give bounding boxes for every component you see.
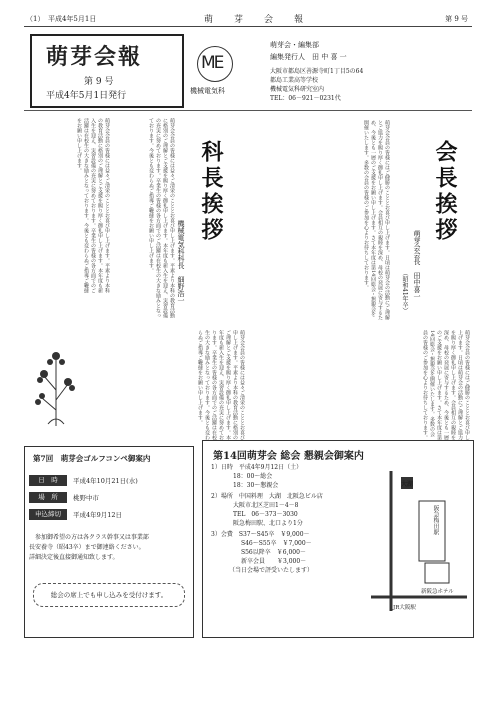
map-label-jr: JR大阪駅 — [393, 605, 416, 611]
meeting-address: 大阪市北区芝田1－4－8 — [233, 502, 299, 509]
meeting-place — [211, 492, 371, 501]
logo-dept: 機械電気科 — [190, 87, 225, 95]
publisher-address: 大阪市都島区善源寺町1丁目5の64 — [270, 68, 364, 75]
header-date: （1） 平成4年5月1日 — [26, 15, 97, 23]
logo-icon — [197, 46, 233, 82]
header-title: 萌 芽 会 報 — [204, 15, 310, 25]
golf-table — [29, 473, 189, 521]
meeting-time-2: 18：30～懇親会 — [233, 482, 279, 489]
golf-title: 第7回 萌芽会ゴルフコンペ御案内 — [33, 454, 151, 463]
meeting-tel: TEL 06－373－3030 — [233, 511, 298, 518]
golf-note-2: 長安養寺（昭43卒）まで御連絡ください。 — [29, 544, 145, 551]
meeting-fee — [211, 530, 371, 539]
masthead-issue: 第 9 号 — [84, 77, 114, 87]
meeting-title: 第14回萌芽会 総会 懇親会御案内 — [213, 451, 364, 462]
article1-body-bottom: 萌芽会会員の皆様にはご健勝のこととお喜び申し上げます。日頃は萌芽会の活動にご理解とご協力を賜り厚く御礼申し上げます。会員相互の親睦を深め、母校の発展に寄与するため、今後とも一層のご支援をお願い申し上げます。さて本年度は第14回総会・懇親会を開催いたします。多数の会員の皆様のご参加を心よりお待ちしております。 — [422, 330, 470, 440]
logo-mark: ME — [201, 53, 223, 73]
article2-title: 科長挨拶 — [198, 140, 224, 244]
golf-label-date: 日 時 — [29, 475, 67, 486]
golf-label-deadline: 申込締切 — [29, 509, 67, 520]
divider — [24, 110, 472, 111]
golf-value-place: 桃野中市 — [73, 493, 99, 502]
map-label-hankyu: 阪急梅田駅 — [432, 505, 439, 535]
flower-illustration-icon — [34, 340, 78, 426]
golf-notice — [24, 446, 194, 638]
golf-footer: 総会の席上でも申し込みを受付けます。 — [50, 591, 168, 599]
article1-author-note: （昭和41年卒） — [401, 270, 408, 314]
golf-row-deadline — [29, 507, 189, 521]
article2-body-left: 萌芽会会員の皆様には益々ご清栄のこととお喜び申し上げます。平素より本科の教育活動に格別のご理解とご支援を賜り厚く御礼申し上げます。本年度も新入生を迎え、実習設備の充実に努めております。卒業生の皆様の各方面でのご活躍は在校生の大きな励みとなっております。今後とも変わらぬご指導ご鞭撻をお願い申し上げます。 — [76, 118, 110, 293]
publisher-school: 都島工業高等学校 — [270, 77, 319, 84]
publisher-org: 萌芽会・編集部 — [270, 41, 319, 49]
article2-author: 機械電気科科長 細野浩一 — [177, 220, 185, 304]
meeting-access: 阪急梅田駅、北口より1分 — [233, 520, 303, 527]
meeting-date-value: 平成4年9月12日（土） — [238, 464, 303, 471]
masthead-title: 萌芽会報 — [46, 44, 143, 70]
meeting-date-label: 1）日時 — [211, 464, 233, 471]
meeting-fee-label: 3）会費 — [211, 531, 233, 538]
meeting-fee-4: 新卒会員 ￥3,000－ — [241, 558, 307, 565]
map-label-hotel: 新阪急ホテル — [421, 589, 454, 595]
masthead — [30, 34, 184, 108]
golf-footer-box — [33, 583, 185, 607]
article2-body-top: 萌芽会会員の皆様には益々ご清栄のこととお喜び申し上げます。平素より本科の教育活動に格別のご理解とご支援を賜り厚く御礼申し上げます。本年度も新入生を迎え、実習設備の充実に努めております。卒業生の皆様の各方面でのご活躍は在校生の大きな励みとなっております。今後とも変わらぬご指導ご鞭撻をお願い申し上げます。 — [148, 118, 175, 318]
meeting-fee-1: S37～S45卒 ￥9,000－ — [238, 531, 310, 538]
meeting-notice — [202, 440, 474, 638]
meeting-details — [211, 463, 371, 575]
page-header — [24, 14, 472, 27]
meeting-fee-note: （当日会場で評受いたします） — [229, 567, 314, 574]
golf-row-date — [29, 473, 189, 487]
map-label-venue: 大湖 — [401, 481, 414, 488]
meeting-time-1: 18：00～総会 — [233, 473, 273, 480]
golf-note-3: 詳細決定後直接御通知致します。 — [29, 554, 119, 561]
masthead-date: 平成4年5月1日発行 — [46, 91, 127, 101]
meeting-place-value: 中国料理 大湖 北阪急ビル店 — [238, 493, 323, 500]
meeting-fee-2: S46～S55卒 ￥7,000－ — [241, 540, 312, 547]
article2-body-bottom: 萌芽会会員の皆様には益々ご清栄のこととお喜び申し上げます。平素より本科の教育活動に格別のご理解とご支援を賜り厚く御礼申し上げます。本年度も新入生を迎え、実習設備の充実に努めております。卒業生の皆様の各方面でのご活躍は在校生の大きな励みとなっております。今後とも変わらぬご指導ご鞭撻をお願い申し上げます。 — [197, 330, 245, 440]
golf-row-place — [29, 490, 189, 504]
publisher-editor: 編集発行人 田 中 喜 一 — [270, 53, 347, 61]
golf-value-deadline: 平成4年9月12日 — [73, 510, 123, 519]
publisher-office: 機械電気科研究室内 — [270, 86, 325, 93]
golf-label-place: 場 所 — [29, 492, 67, 503]
publisher-info — [270, 40, 470, 102]
meeting-fee-3: S56以降卒 ￥6,000－ — [241, 549, 306, 556]
article1-body-top: 萌芽会会員の皆様にはご健勝のこととお喜び申し上げます。日頃は萌芽会の活動にご理解とご協力を賜り厚く御礼申し上げます。会員相互の親睦を深め、母校の発展に寄与するため、今後とも一層のご支援をお願い申し上げます。さて本年度は第14回総会・懇親会を開催いたします。多数の会員の皆様のご参加を心よりお待ちしております。 — [363, 120, 390, 320]
golf-note-1: 参加御希望の方は各クラス幹事又は事業部 — [35, 534, 149, 541]
publisher-tel: TEL：06－921－0231代 — [270, 95, 341, 102]
meeting-date — [211, 463, 371, 472]
golf-value-date: 平成4年10月21日(水) — [73, 476, 138, 485]
header-issue: 第 9 号 — [445, 15, 468, 23]
article1-author: 萌芽会会長 田中喜一 — [413, 230, 421, 300]
article1-title: 会長挨拶 — [432, 140, 458, 244]
meeting-place-label: 2）場所 — [211, 493, 233, 500]
